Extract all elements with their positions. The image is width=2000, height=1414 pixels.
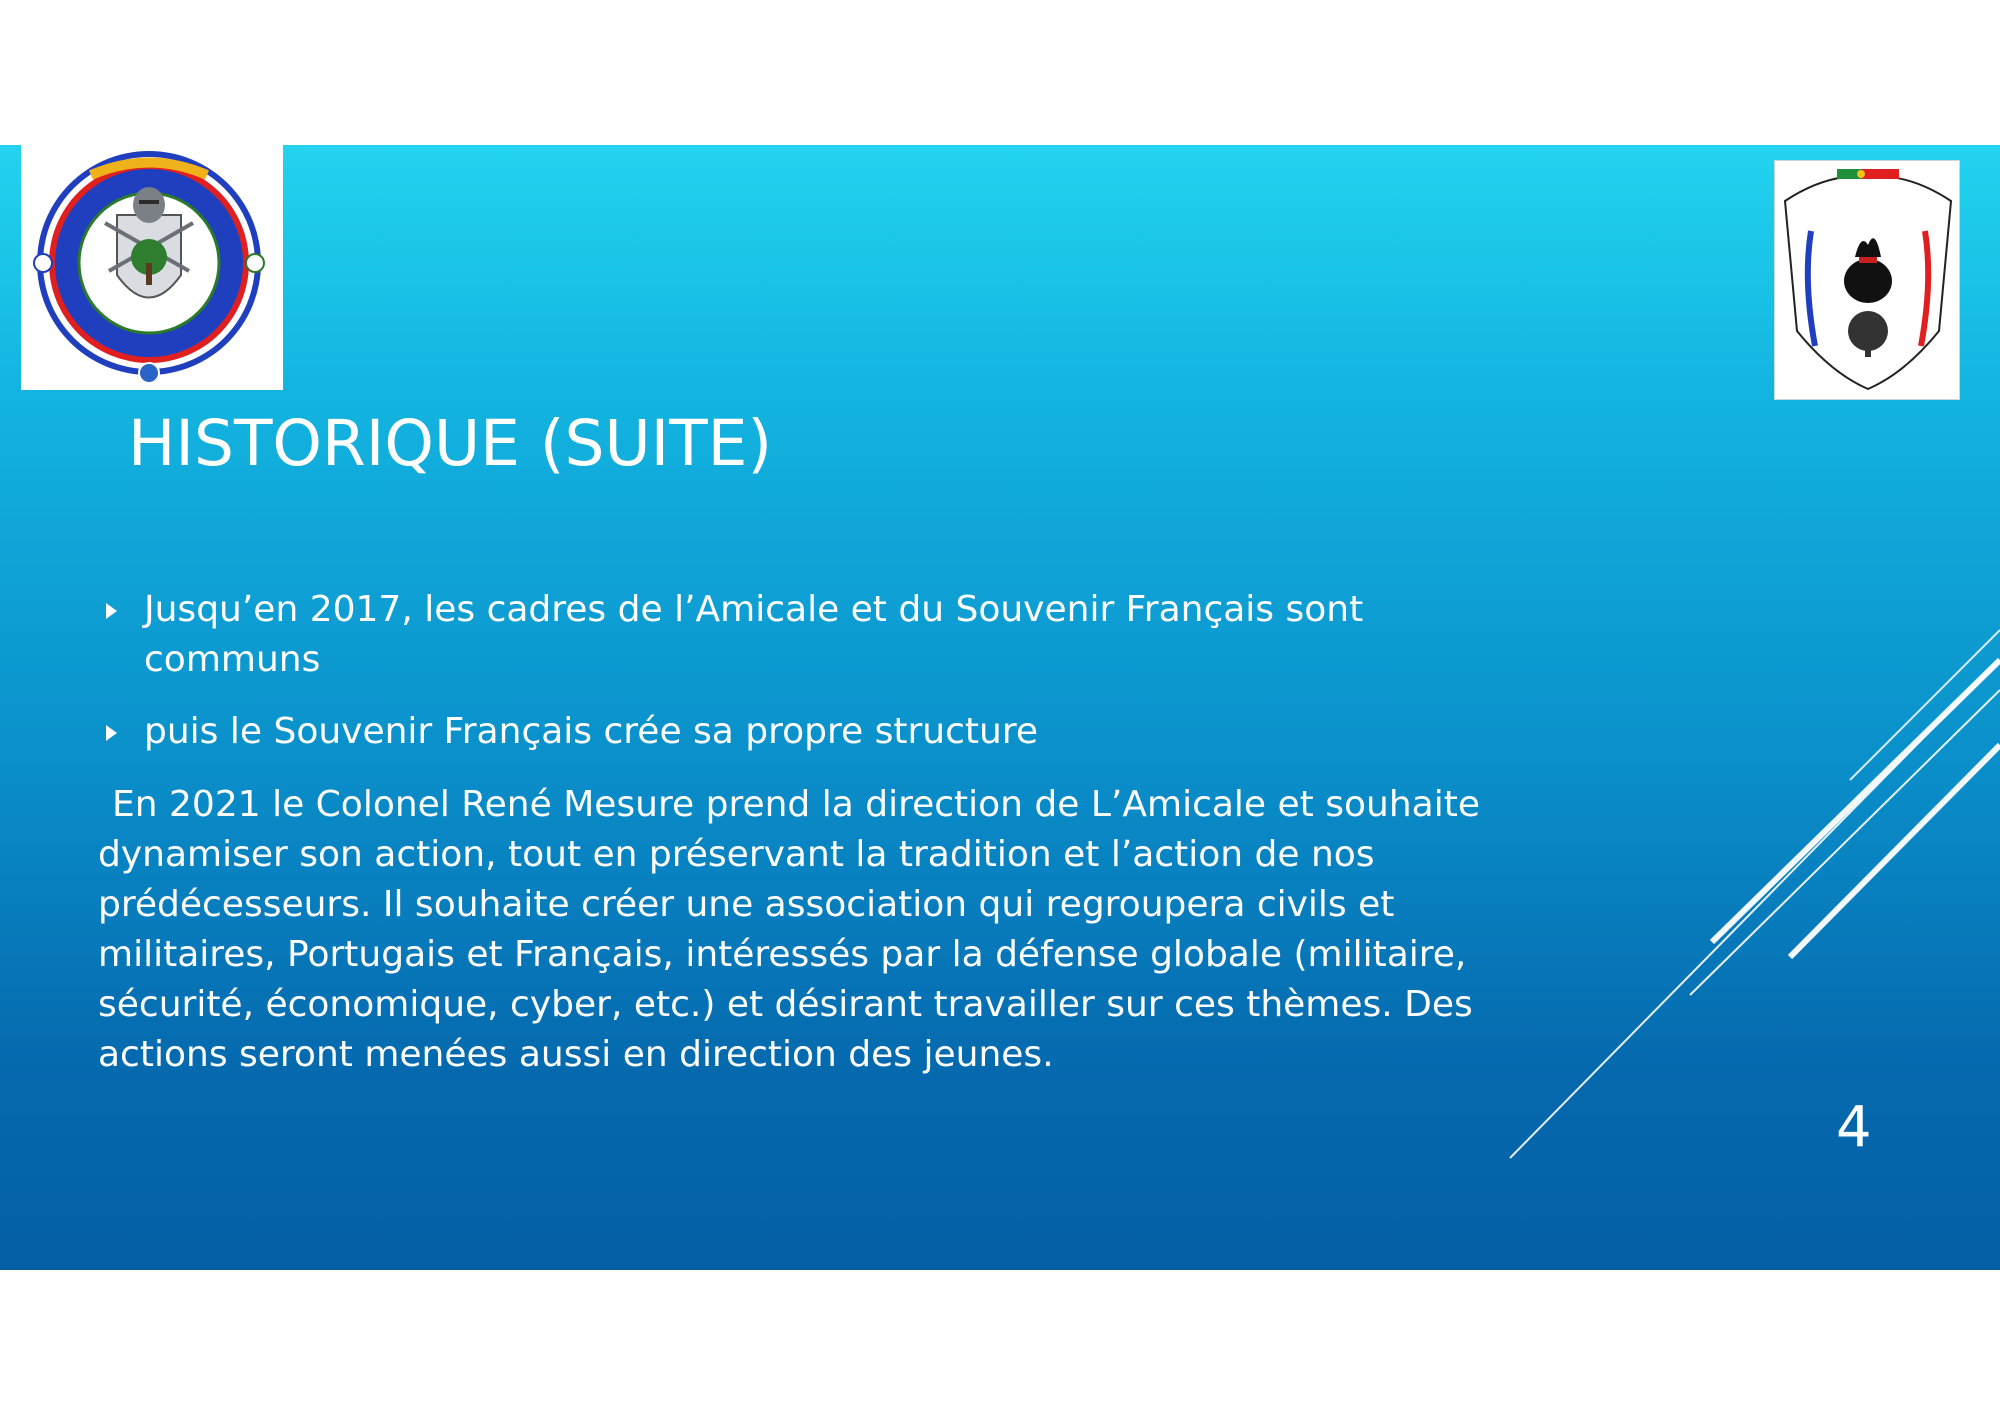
bullet-text: puis le Souvenir Français crée sa propre structure [144,711,1039,752]
slide [0,145,2000,1270]
list-item [100,585,1480,685]
bullet-list [100,585,1480,779]
list-item [100,707,1480,757]
bullet-text: Jusqu’en 2017, les cadres de l’Amicale et du Souvenir Français sont communs [144,589,1364,680]
page-number: 4 [1836,1095,1872,1160]
body-paragraph: En 2021 le Colonel René Mesure prend la direction de L’Amicale et souhaite dynamiser son action, tout en préservant la tradition et l’action de nos prédécesseurs. Il souhaite créer une association qui regroupera civils et militaires, Portugais et Français, intéressés par la défense globale (militaire, sécurité, économique, cyber, etc.) et désirant travailler sur ces thèmes. Des actions seront menées aussi en direction des jeunes. [98,784,1480,1075]
bullet-arrow-icon [106,603,117,619]
bullet-arrow-icon [106,725,117,741]
slide-title: HISTORIQUE (SUITE) [128,407,773,480]
